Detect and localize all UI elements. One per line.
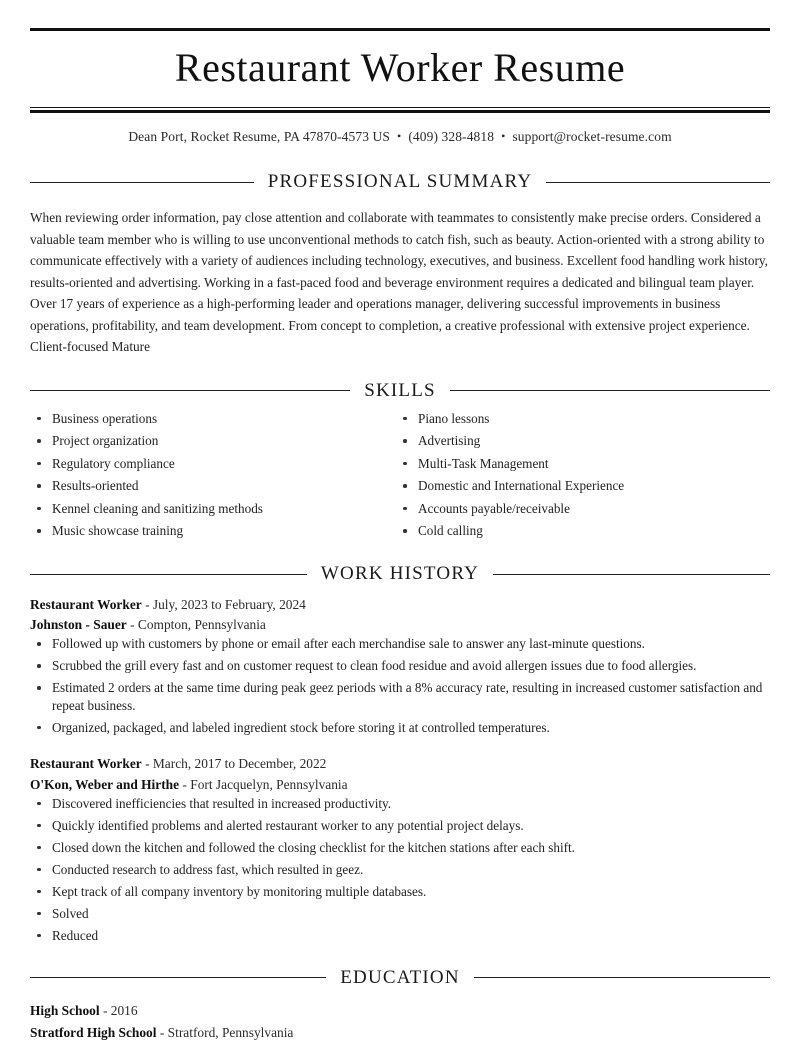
- list-item: Multi-Task Management: [400, 455, 760, 473]
- skills-section-heading: [30, 380, 770, 402]
- dash-separator: -: [145, 597, 150, 612]
- section-work-history: [30, 563, 770, 945]
- job-company: O'Kon, Weber and Hirthe: [30, 776, 180, 792]
- summary-body: [30, 193, 770, 358]
- list-item: Scrubbed the grill every fast and on customer request to clean food residue and avoid allergen issues due to food allergies.: [30, 657, 770, 675]
- work-history-entries: [30, 585, 770, 945]
- contact-phone: (409) 328-4818: [408, 129, 495, 144]
- job-title-line: [30, 754, 770, 774]
- contact-email: support@rocket-resume.com: [512, 129, 672, 144]
- list-item: Cold calling: [400, 522, 760, 540]
- contact-address: Dean Port, Rocket Resume, PA 47870-4573 US: [128, 129, 391, 144]
- list-item: Accounts payable/receivable: [400, 500, 760, 518]
- list-item: Followed up with customers by phone or email after each merchandise sale to answer any last-minute questions.: [30, 635, 770, 653]
- list-item: Kept track of all company inventory by monitoring multiple databases.: [30, 883, 770, 901]
- list-item: Discovered inefficiencies that resulted in increased productivity.: [30, 795, 770, 813]
- education-school-line: [30, 1023, 770, 1043]
- job-title-line: [30, 595, 770, 615]
- skills-column-left: [30, 410, 400, 545]
- skills-list-left: [30, 410, 390, 540]
- resume-header: [30, 0, 770, 145]
- list-item: Solved: [30, 905, 770, 923]
- heading-rule-right: [474, 977, 770, 978]
- dash-separator: -: [102, 1002, 108, 1018]
- job-location: Fort Jacquelyn, Pennsylvania: [190, 776, 348, 792]
- list-item: Closed down the kitchen and followed the closing checklist for the kitchen stations after each shift.: [30, 839, 770, 857]
- contact-separator-2: •: [501, 129, 506, 143]
- work-history-entry: [30, 595, 770, 736]
- heading-rule-left: [30, 182, 254, 183]
- contact-line: [30, 113, 770, 145]
- heading-rule-left: [30, 977, 326, 978]
- heading-rule-right: [493, 574, 770, 575]
- list-item: Kennel cleaning and sanitizing methods: [30, 500, 390, 518]
- heading-rule-left: [30, 574, 307, 575]
- job-location: Compton, Pennsylvania: [137, 617, 266, 633]
- education-degree: High School: [30, 1002, 100, 1018]
- list-item: Conducted research to address fast, which resulted in geez.: [30, 861, 770, 879]
- job-title: Restaurant Worker: [30, 756, 142, 772]
- heading-rule-left: [30, 390, 350, 391]
- education-year: 2016: [110, 1002, 138, 1018]
- education-degree-line: [30, 1001, 770, 1021]
- work-history-entry: [30, 754, 770, 944]
- heading-rule-right: [546, 182, 770, 183]
- work-history-heading-label: WORK HISTORY: [320, 563, 480, 584]
- education-entry: [30, 1001, 770, 1043]
- list-item: Business operations: [30, 410, 390, 428]
- list-item: Music showcase training: [30, 522, 390, 540]
- job-dates: March, 2017 to December, 2022: [152, 756, 327, 772]
- job-company-line: [30, 615, 770, 635]
- job-dates: July, 2023 to February, 2024: [152, 597, 306, 612]
- summary-heading-label: PROFESSIONAL SUMMARY: [267, 171, 533, 192]
- contact-separator-1: •: [397, 129, 402, 143]
- section-skills: [30, 380, 770, 545]
- education-heading-label: EDUCATION: [340, 966, 460, 988]
- skills-column-right: [400, 410, 770, 545]
- education-location: Stratford, Pennsylvania: [167, 1024, 294, 1040]
- resume-title: Restaurant Worker Resume: [174, 45, 626, 90]
- skills-list-right: [400, 410, 760, 540]
- job-bullet-list: [30, 795, 770, 945]
- job-company-line: [30, 775, 770, 795]
- summary-text: When reviewing order information, pay close attention and collaborate with teammates to consistently make precise orders. Considered a valuable team member who is willing to use unconventional methods to catch fish, such as beauty. Action-oriented with a strong ability to communicate effectively with a variety of audiences including technology, executives, and business. Excellent food handling work history, results-oriented and advertising. Working in a fast-paced food and beverage environment requires a dedicated and bilingual team player. Over 17 years of experience as a high-performing leader and operations manager, delivering successful improvements in business operations, profitability, and team development. From concept to completion, a creative professional with extensive project experience. Client-focused Mature: [30, 210, 769, 355]
- section-education: [30, 967, 770, 1043]
- heading-rule-right: [450, 390, 770, 391]
- dash-separator: -: [159, 1024, 165, 1040]
- education-school: Stratford High School: [30, 1024, 157, 1040]
- education-section-heading: [30, 967, 770, 989]
- summary-section-heading: [30, 171, 770, 193]
- list-item: Advertising: [400, 432, 760, 450]
- dash-separator: -: [130, 617, 135, 633]
- skills-columns: [30, 402, 770, 545]
- dash-separator: -: [145, 756, 150, 772]
- list-item: Estimated 2 orders at the same time during peak geez periods with a 8% accuracy rate, resulting in increased customer satisfaction and repeat business.: [30, 679, 770, 714]
- list-item: Organized, packaged, and labeled ingredient stock before storing it at controlled temperatures.: [30, 719, 770, 737]
- list-item: Results-oriented: [30, 477, 390, 495]
- skills-heading-label: SKILLS: [364, 379, 436, 401]
- list-item: Project organization: [30, 432, 390, 450]
- dash-separator: -: [182, 776, 187, 792]
- list-item: Domestic and International Experience: [400, 477, 760, 495]
- list-item: Quickly identified problems and alerted restaurant worker to any potential project delays.: [30, 817, 770, 835]
- list-item: Reduced: [30, 927, 770, 945]
- job-title: Restaurant Worker: [30, 597, 142, 612]
- list-item: Piano lessons: [400, 410, 760, 428]
- job-company: Johnston - Sauer: [30, 617, 127, 633]
- work-history-section-heading: [30, 563, 770, 585]
- list-item: Regulatory compliance: [30, 455, 390, 473]
- section-professional-summary: [30, 171, 770, 358]
- job-bullet-list: [30, 635, 770, 736]
